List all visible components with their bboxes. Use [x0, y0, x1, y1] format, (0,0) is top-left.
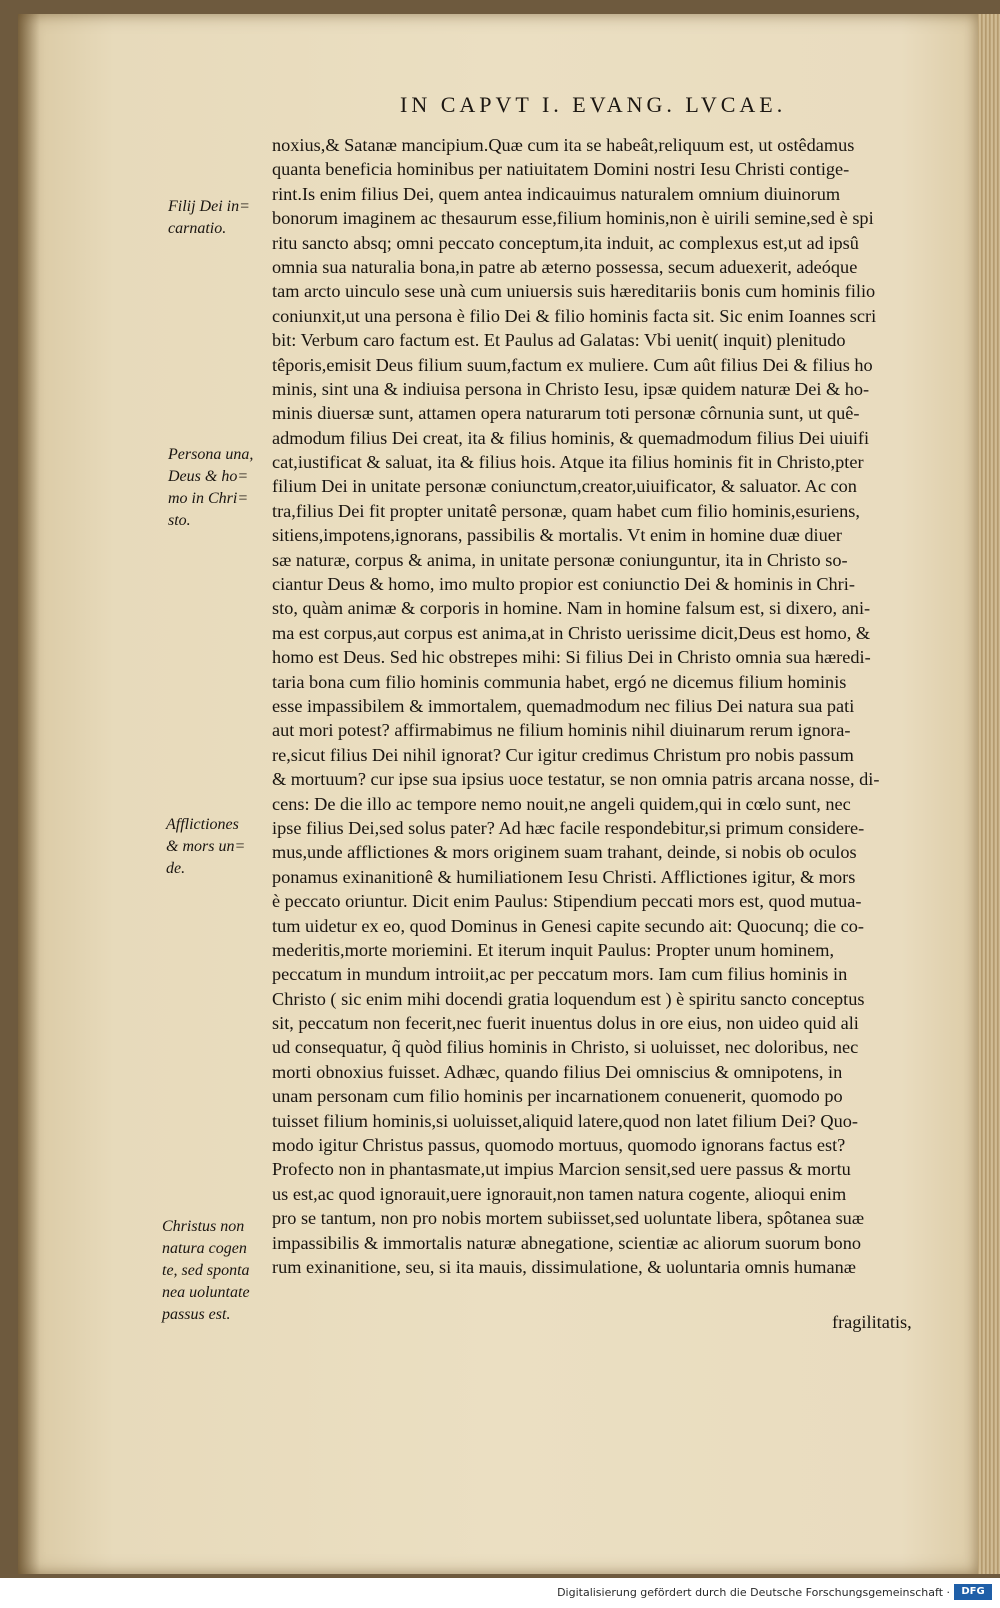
text-line: quanta beneficia hominibus per natiuitatem Domini nostri Iesu Christi contige-: [272, 159, 850, 180]
marginal-note-persona: [168, 444, 253, 532]
text-line: tuisset filium hominis,si uoluisset,aliquid latere,quod non latet filium Dei? Quo-: [272, 1110, 858, 1131]
text-line: cens: De die illo ac tempore nemo nouit,ne angeli quidem,qui in cœlo sunt, nec: [272, 793, 851, 814]
text-line: unam personam cum filio hominis per incarnationem conuenerit, quomodo po: [272, 1086, 843, 1107]
note-line: Deus & ho=: [168, 468, 249, 485]
text-line: minis, sint una & indiuisa persona in Christo Iesu, ipsæ quidem naturæ Dei & ho-: [272, 378, 870, 399]
text-line: mus,unde afflictiones & mors originem suam trahant, deinde, si nobis ob oculos: [272, 842, 857, 863]
text-line: è peccato oriuntur. Dicit enim Paulus: Stipendium peccati mors est, quod mutua-: [272, 891, 862, 912]
text-line: taria bona cum filio hominis communia habet, ergó ne dicemus filium hominis: [272, 671, 847, 692]
text-line: esse impassibilem & immortalem, quemadmodum nec filius Dei natura sua pati: [272, 695, 855, 716]
text-line: Christo ( sic enim mihi docendi gratia loquendum est ) è spiritu sancto conceptus: [272, 988, 865, 1009]
text-line: admodum filius Dei creat, ita & filius hominis, & quemadmodum filius Dei uiuifi: [272, 427, 870, 448]
text-line: sitiens,impotens,ignorans, passibilis & mortalis. Vt enim in homine duæ diuer: [272, 525, 842, 546]
text-line: tum uidetur ex eo, quod Dominus in Genesi capite secundo ait: Quocunq; die co-: [272, 915, 864, 936]
page-edge: [978, 14, 1000, 1574]
text-line: cat,iustificat & saluat, ita & filius hois. Atque ita filius hominis fit in Christo,pter: [272, 452, 864, 473]
main-text-block: [272, 133, 944, 1279]
text-line: bonorum imaginem ac thesaurum esse,filium hominis,non è uirili semine,sed è spi: [272, 208, 874, 229]
note-line: te, sed sponta: [162, 1262, 250, 1279]
marginal-note-afflictiones: [166, 814, 245, 880]
note-line: natura cogen: [162, 1240, 247, 1257]
text-line: re,sicut filius Dei nihil ignorat? Cur igitur credimus Christum pro nobis passum: [272, 744, 854, 765]
text-line: impassibilis & immortalis naturæ abnegatione, scientiæ ac aliorum suorum bono: [272, 1232, 861, 1253]
note-line: & mors un=: [166, 838, 246, 855]
text-line: pro se tantum, non pro nobis mortem subiisset,sed uoluntate libera, spôtanea suæ: [272, 1208, 865, 1229]
dfg-logo: DFG: [954, 1584, 992, 1600]
text-line: sit, peccatum non fecerit,nec fuerit inuentus dolus in ore eius, non uideo quid ali: [272, 1013, 859, 1034]
text-line: homo est Deus. Sed hic obstrepes mihi: Si filius Dei in Christo omnia sua hæredi-: [272, 647, 871, 668]
note-line: de.: [166, 860, 186, 877]
text-line: noxius,& Satanæ mancipium.Quæ cum ita se habeât,reliquum est, ut ostêdamus: [272, 135, 855, 155]
text-line: rum exinanitione, seu, si ita mauis, dissimulatione, & uoluntaria omnis humanæ: [272, 1256, 856, 1277]
text-line: morti obnoxius fuisset. Adhæc, quando filius Dei omniscius & omnipotens, in: [272, 1061, 843, 1082]
text-line: us est,ac quod ignorauit,uere ignorauit,non tamen natura cogente, alioqui enim: [272, 1183, 847, 1204]
text-line: ud consequatur, q̃ quòd filius hominis in Christo, si uoluisset, nec doloribus, nec: [272, 1037, 859, 1058]
text-line: Profecto non in phantasmate,ut impius Marcion sensit,sed uere passus & mortu: [272, 1159, 851, 1180]
text-line: sto, quàm animæ & corporis in homine. Nam in homine falsum est, si dixero, ani-: [272, 598, 871, 619]
note-line: passus est.: [162, 1306, 231, 1323]
note-line: mo in Chri=: [168, 490, 249, 507]
text-line: & mortuum? cur ipse sua ipsius uoce testatur, se non omnia patris arcana nosse, di-: [272, 769, 880, 790]
text-line: filium Dei in unitate personæ coniunctum,creator,uiuificator, & saluator. Ac con: [272, 476, 857, 497]
text-line: tam arcto uinculo sese unà cum uniuersis suis hæreditariis bonis cum hominis filio: [272, 281, 876, 302]
note-line: Christus non: [162, 1218, 245, 1235]
text-line: ponamus exinanitionê & humiliationem Iesu Christi. Afflictiones igitur, & mors: [272, 866, 856, 887]
text-line: ritu sancto absq; omni peccato conceptum,ita induit, ac complexus est,ut ad ipsû: [272, 232, 859, 253]
text-line: coniunxit,ut una persona è filio Dei & filio hominis facta sit. Sic enim Ioannes scri: [272, 305, 877, 326]
text-line: aut mori potest? affirmabimus ne filium hominis nihil diuinarum rerum ignora-: [272, 720, 851, 741]
text-line: rint.Is enim filius Dei, quem antea indicauimus naturalem omnium diuinorum: [272, 183, 841, 204]
text-line: ipse filius Dei,sed solus pater? Ad hæc facile respondebitur,si primum considere-: [272, 817, 865, 838]
text-line: ma est corpus,aut corpus est anima,at in Christo uerissime dicit,Deus est homo, &: [272, 622, 871, 643]
funding-credit: Digitalisierung gefördert durch die Deutsche Forschungsgemeinschaft ·: [557, 1586, 950, 1599]
marginal-note-incarnation: [168, 196, 250, 240]
text-line: modo igitur Christus passus, quomodo mortuus, quomodo ignorans factus est?: [272, 1135, 846, 1156]
note-line: Filij Dei in=: [168, 198, 250, 215]
text-line: mederitis,morte moriemini. Et iterum inquit Paulus: Propter unum hominem,: [272, 939, 835, 960]
text-line: minis diuersæ sunt, attamen opera naturarum toti personæ côrnunia sunt, ut quê-: [272, 403, 860, 424]
running-title: IN CAPVT I. EVANG. LVCAE.: [400, 92, 787, 117]
note-line: Afflictiones: [166, 816, 239, 833]
text-line: omnia sua naturalia bona,in patre ab æterno possessa, secum aduexerit, adeóque: [272, 256, 858, 277]
text-line: têporis,emisit Deus filium suum,factum ex muliere. Cum aût filius Dei & filius ho: [272, 354, 873, 375]
note-line: carnatio.: [168, 220, 227, 237]
text-line: sæ naturæ, corpus & anima, in unitate personæ coniunguntur, ita in Christo so-: [272, 549, 848, 570]
marginal-note-christus: [162, 1216, 250, 1326]
note-line: Persona una,: [168, 446, 254, 463]
note-line: sto.: [168, 512, 191, 529]
text-line: bit: Verbum caro factum est. Et Paulus ad Galatas: Vbi uenit( inquit) plenitudo: [272, 330, 846, 351]
text-line: tra,filius Dei fit propter unitatê personæ, quam habet cum filio hominis,esuriens,: [272, 500, 860, 521]
text-line: ciantur Deus & homo, imo multo propior est coniunctio Dei & hominis in Chri-: [272, 574, 855, 595]
catchword: fragilitatis,: [832, 1312, 912, 1332]
text-line: peccatum in mundum introiit,ac per peccatum mors. Iam cum filius hominis in: [272, 964, 848, 985]
note-line: nea uoluntate: [162, 1284, 250, 1301]
footer-bar: [0, 1578, 1000, 1608]
